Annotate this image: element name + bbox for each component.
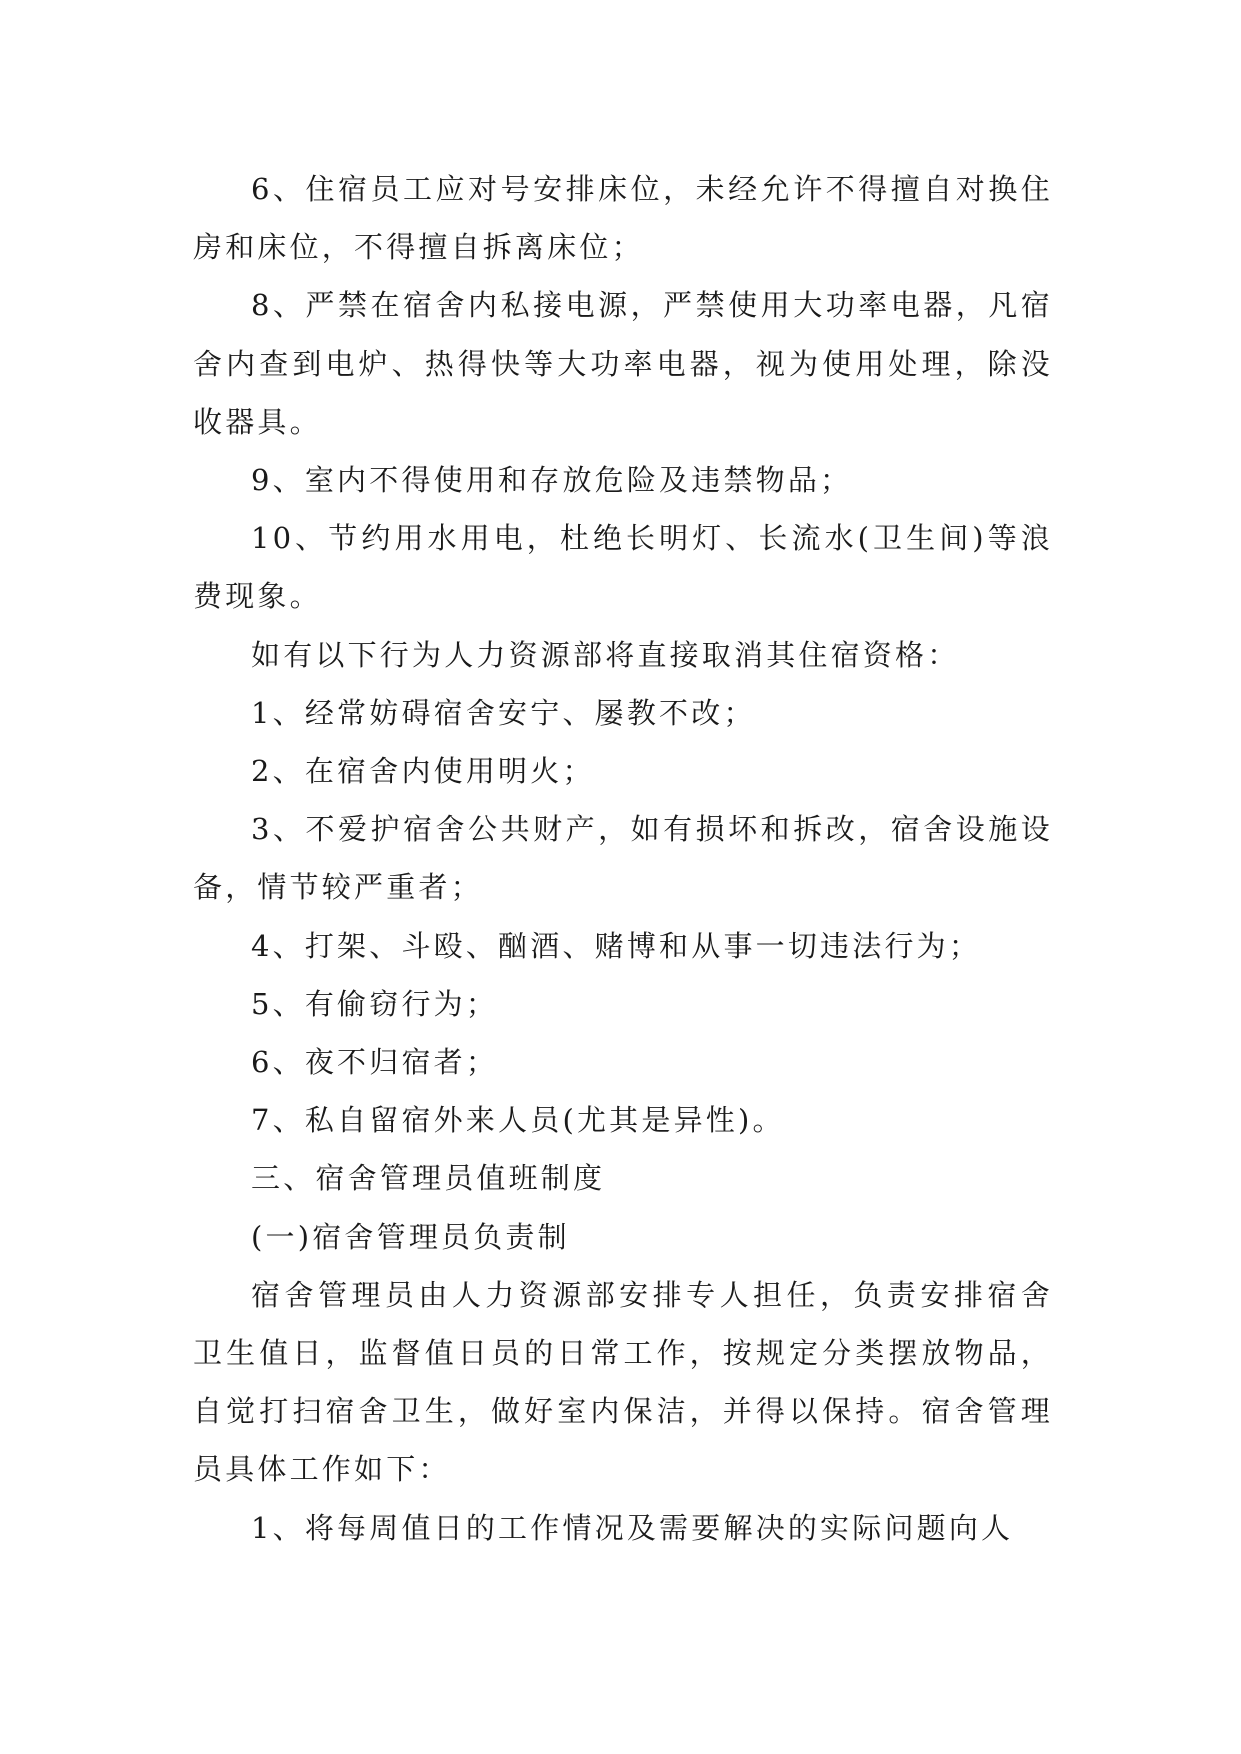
paragraph-manager-description: 宿舍管理员由人力资源部安排专人担任，负责安排宿舍卫生值日，监督值日员的日常工作，按规定分类摆放物品，自觉打扫宿舍卫生，做好室内保洁，并得以保持。宿舍管理员具体工作如下：: [193, 1277, 1053, 1487]
section-heading-duty-system: 三、宿舍管理员值班制度: [251, 1161, 606, 1196]
paragraph-disqualification-1: 1、经常妨碍宿舍安宁、屡教不改；: [251, 695, 756, 730]
paragraph-disqualification-5: 5、有偷窃行为；: [251, 986, 499, 1021]
paragraph-rule-9-dangerous-goods: 9、室内不得使用和存放危险及违禁物品；: [251, 463, 853, 498]
paragraph-rule-6-bed-assignment: 6、住宿员工应对号安排床位，未经允许不得擅自对换住房和床位，不得擅自拆离床位；: [193, 172, 1053, 265]
paragraph-manager-duty-1: 1、将每周值日的工作情况及需要解决的实际问题向人: [251, 1510, 1014, 1545]
paragraph-rule-10-conservation: 10、节约用水用电，杜绝长明灯、长流水(卫生间)等浪费现象。: [193, 521, 1053, 614]
paragraph-disqualification-7: 7、私自留宿外来人员(尤其是异性)。: [251, 1103, 785, 1138]
paragraph-disqualification-intro: 如有以下行为人力资源部将直接取消其住宿资格：: [251, 637, 960, 672]
paragraph-disqualification-6: 6、夜不归宿者；: [251, 1045, 499, 1080]
paragraph-disqualification-4: 4、打架、斗殴、酗酒、赌博和从事一切违法行为；: [251, 928, 982, 963]
paragraph-disqualification-2: 2、在宿舍内使用明火；: [251, 754, 595, 789]
document-body: [193, 160, 1053, 1557]
paragraph-disqualification-3: 3、不爱护宿舍公共财产，如有损坏和拆改，宿舍设施设备，情节较严重者；: [193, 812, 1053, 905]
paragraph-rule-8-electrical: 8、严禁在宿舍内私接电源，严禁使用大功率电器，凡宿舍内查到电炉、热得快等大功率电器，视为使用处理，除没收器具。: [193, 288, 1053, 439]
subsection-heading-manager-responsibility: (一)宿舍管理员负责制: [251, 1219, 570, 1254]
